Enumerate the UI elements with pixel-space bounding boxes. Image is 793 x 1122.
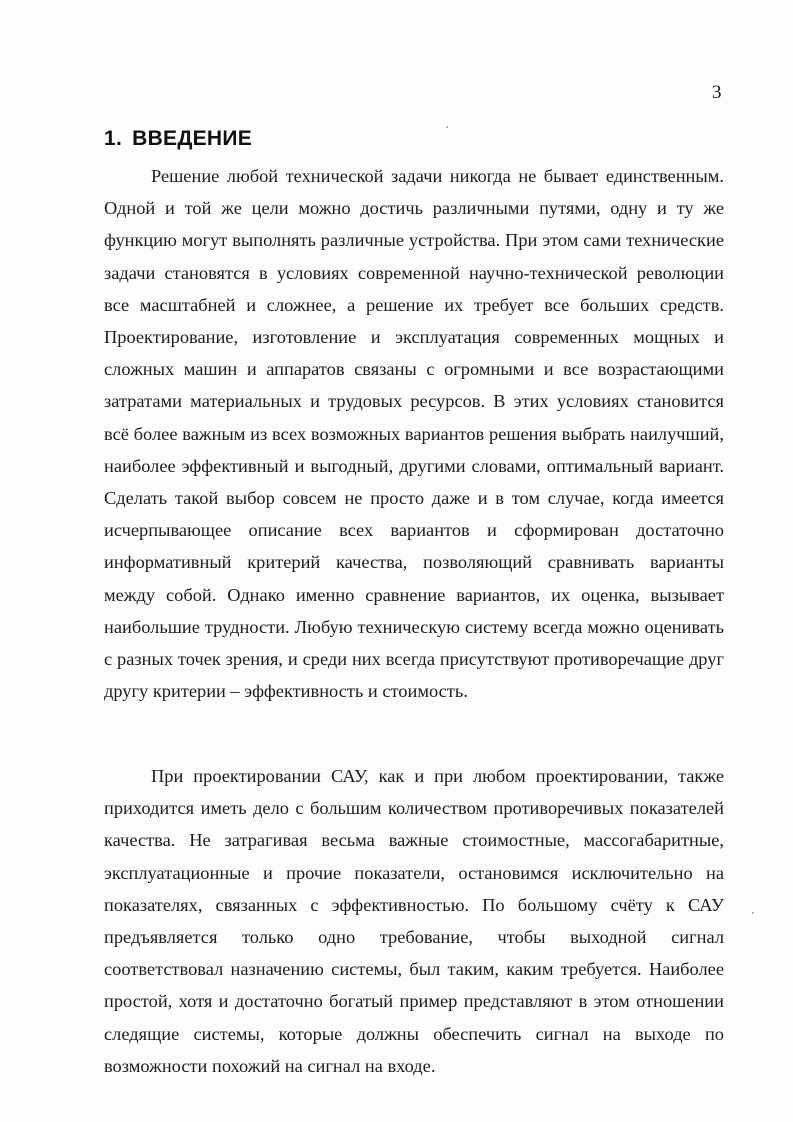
section-heading [104,127,252,151]
section-title: ВВЕДЕНИЕ [132,127,253,150]
scan-speck [446,126,448,128]
section-number: 1. [104,127,123,150]
paragraph-intro: Решение любой технической задачи никогда не бывает единственным. Одной и той же цели можно достичь различными путями, одну и ту же функцию могут выполнять различные устройства. При этом сами технические задачи становятся в условиях современной научно-технической революции все масштабней и сложнее, а решение их требует все больших средств. Проектирование, изготовление и эксплуатация современных мощных и сложных машин и аппаратов связаны с огромными и все возрастающими затратами материальных и трудовых ресурсов. В этих условиях становится всё более важным из всех возможных вариантов решения выбрать наилучший, наиболее эффективный и выгодный, другими словами, оптимальный вариант. Сделать такой выбор совсем не просто даже и в том случае, когда имеется исчерпывающее описание всех вариантов и сформирован достаточно информативный критерий качества, позволяющий сравнивать варианты между собой. Однако именно сравнение вариантов, их оценка, вызывает наибольшие трудности. Любую техническую систему всегда можно оценивать с разных точек зрения, и среди них всегда присутствуют противоречащие друг другу критерии – эффективность и стоимость. [104,166,724,702]
scan-speck [752,912,754,914]
paragraph-sau: При проектировании САУ, как и при любом проектировании, также приходится иметь дело с большим количеством противоречивых показателей качества. Не затрагивая весьма важные стоимостные, массогабаритные, эксплуатационные и прочие показатели, остановимся исключительно на показателях, связанных с эффективностью. По большому счёту к САУ предъявляется только одно требование, чтобы выходной сигнал соответствовал назначению системы, был таким, каким требуется. Наиболее простой, хотя и достаточно богатый пример представляют в этом отношении следящие системы, которые должны обеспечить сигнал на выходе по возможности похожий на сигнал на входе. [104,766,724,1076]
page-number: 3 [712,82,722,103]
